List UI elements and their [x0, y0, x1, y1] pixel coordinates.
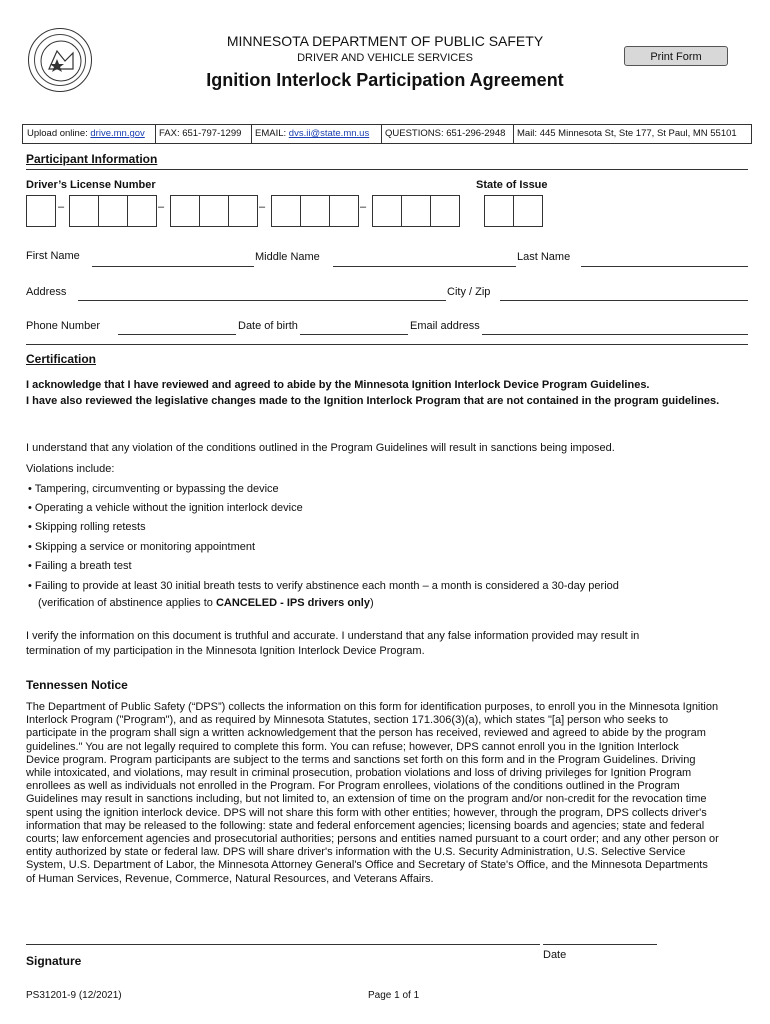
- address-label: Address: [26, 286, 67, 298]
- list-item: • Skipping a service or monitoring appointment: [28, 541, 256, 553]
- dob-field[interactable]: [300, 334, 408, 335]
- acknowledgement-line-2: I have also reviewed the legislative changes made to the Ignition Interlock Program that are not contained in the program guidelines.: [26, 395, 720, 407]
- date-field[interactable]: [543, 944, 657, 945]
- participant-section-title: Participant Information: [26, 152, 158, 166]
- email-field[interactable]: [482, 334, 748, 335]
- list-item: • Operating a vehicle without the ignition interlock device: [28, 502, 303, 514]
- email-link[interactable]: dvs.ii@state.mn.us: [288, 128, 370, 139]
- license-digit-box[interactable]: [26, 195, 56, 227]
- email-label: Email address: [410, 320, 480, 332]
- acknowledgement-line-1: I acknowledge that I have reviewed and agreed to abide by the Minnesota Ignition Interlock Device Program Guidelines.: [26, 379, 650, 391]
- middle-name-field[interactable]: [333, 266, 516, 267]
- form-title: Ignition Interlock Participation Agreement: [206, 70, 564, 90]
- license-digit-box[interactable]: [228, 195, 258, 227]
- address-field[interactable]: [78, 300, 446, 301]
- state-letter-box[interactable]: [513, 195, 543, 227]
- license-digit-box[interactable]: [430, 195, 460, 227]
- agency-name: MINNESOTA DEPARTMENT OF PUBLIC SAFETY: [226, 33, 544, 49]
- license-digit-box[interactable]: [170, 195, 200, 227]
- license-digit-box[interactable]: [372, 195, 402, 227]
- verify-line-2: termination of my participation in the Minnesota Ignition Interlock Device Program.: [26, 645, 425, 657]
- dash-separator: –: [259, 201, 266, 213]
- license-digit-box[interactable]: [329, 195, 359, 227]
- tennessen-body: The Department of Public Safety (“DPS”) collects the information on this form for identification purposes, to enroll you in the Minnesota Ignition Interlock Program ("Program"), and as required by Minnesota Statutes, section 171.306(3)(a), which states "[a] person who seeks to participate in the program shall sign a written acknowledgement that the person has received, reviewed and agreed to abide by the program guidelines." You are not legally required to complete this form. You can refuse; however, DPS cannot enroll you in the Ignition Interlock Device program. Program participants are subject to the terms and sanctions set forth on this form and in the Program Guidelines. Driving while intoxicated, and violations, may result in criminal prosecution, probation violations and loss of driving privileges for Ignition Program enrollees as well as individuals not enrolled in the Program. For Program enrollees, violations of the conditions outlined in the Program Guidelines may result in sanctions including, but not limited to, an extension of time on the program and/or non-credit for the revocation time spent using the ignition interlock device. DPS will not share this form with other entities; however, through the program, DPS collects driver's information that may be released to the following: state and federal enforcement agencies; licensing boards and agencies; state and federal courts; law enforcement agencies and prosecutorial authorities; persons and entities named pursuant to a court order; and any other person or entity authorized by state or federal law. DPS will share driver's information with the U.S. Security Administration, U.S. Selective Service System, U.S. Department of Labor, the Minnesota Attorney General's Office and Secretary of State's Office, and the Minnesota Departments of Human Services, Revenue, Commerce, Natural Resources, and Veterans Affairs.: [26, 701, 719, 885]
- dob-label: Date of birth: [238, 320, 298, 332]
- form-id: PS31201-9 (12/2021): [26, 990, 122, 1001]
- middle-name-label: Middle Name: [255, 251, 320, 263]
- last-name-field[interactable]: [581, 266, 748, 267]
- license-digit-box[interactable]: [401, 195, 431, 227]
- certification-section-title: Certification: [26, 352, 97, 366]
- license-digit-box[interactable]: [98, 195, 128, 227]
- print-form-button[interactable]: Print Form: [624, 46, 728, 66]
- license-label: Driver’s License Number: [26, 179, 156, 191]
- signature-label: Signature: [26, 954, 82, 968]
- first-name-field[interactable]: [92, 266, 254, 267]
- section-divider: [26, 169, 748, 170]
- state-letter-box[interactable]: [484, 195, 514, 227]
- violation-note: (verification of abstinence applies to CANCELED - IPS drivers only): [38, 597, 374, 609]
- understand-statement: I understand that any violation of the conditions outlined in the Program Guidelines will result in sanctions being imposed.: [26, 442, 615, 454]
- email-info: EMAIL: dvs.ii@state.mn.us: [255, 128, 370, 139]
- dash-separator: –: [360, 201, 367, 213]
- verify-line-1: I verify the information on this document is truthful and accurate. I understand that any false information provided may result in: [26, 630, 640, 642]
- city-zip-field[interactable]: [500, 300, 748, 301]
- license-digit-box[interactable]: [69, 195, 99, 227]
- date-label: Date: [543, 949, 567, 961]
- division-name: DRIVER AND VEHICLE SERVICES: [297, 52, 473, 64]
- list-item: • Failing a breath test: [28, 560, 132, 572]
- page-number: Page 1 of 1: [368, 990, 420, 1001]
- list-item: • Skipping rolling retests: [28, 521, 146, 533]
- tennessen-title: Tennessen Notice: [26, 678, 128, 692]
- license-digit-box[interactable]: [271, 195, 301, 227]
- list-item: • Failing to provide at least 30 initial breath tests to verify abstinence each month – a month is considered a 30-day period: [28, 580, 619, 592]
- mail-info: Mail: 445 Minnesota St, Ste 177, St Paul, MN 55101: [517, 128, 737, 139]
- dash-separator: –: [158, 201, 165, 213]
- first-name-label: First Name: [26, 250, 80, 262]
- section-divider: [26, 344, 748, 345]
- city-zip-label: City / Zip: [447, 286, 491, 298]
- license-digit-box[interactable]: [127, 195, 157, 227]
- upload-link[interactable]: drive.mn.gov: [90, 128, 145, 139]
- violations-intro: Violations include:: [26, 463, 115, 475]
- last-name-label: Last Name: [517, 251, 571, 263]
- license-digit-box[interactable]: [300, 195, 330, 227]
- contact-bar: [22, 124, 752, 144]
- state-label: State of Issue: [476, 179, 548, 191]
- phone-field[interactable]: [118, 334, 236, 335]
- dash-separator: –: [58, 201, 65, 213]
- fax-info: FAX: 651-797-1299: [159, 128, 242, 139]
- license-digit-box[interactable]: [199, 195, 229, 227]
- list-item: • Tampering, circumventing or bypassing the device: [28, 483, 279, 495]
- signature-field[interactable]: [26, 944, 540, 945]
- questions-info: QUESTIONS: 651-296-2948: [385, 128, 506, 139]
- upload-info: Upload online: drive.mn.gov: [27, 128, 145, 139]
- phone-label: Phone Number: [26, 320, 100, 332]
